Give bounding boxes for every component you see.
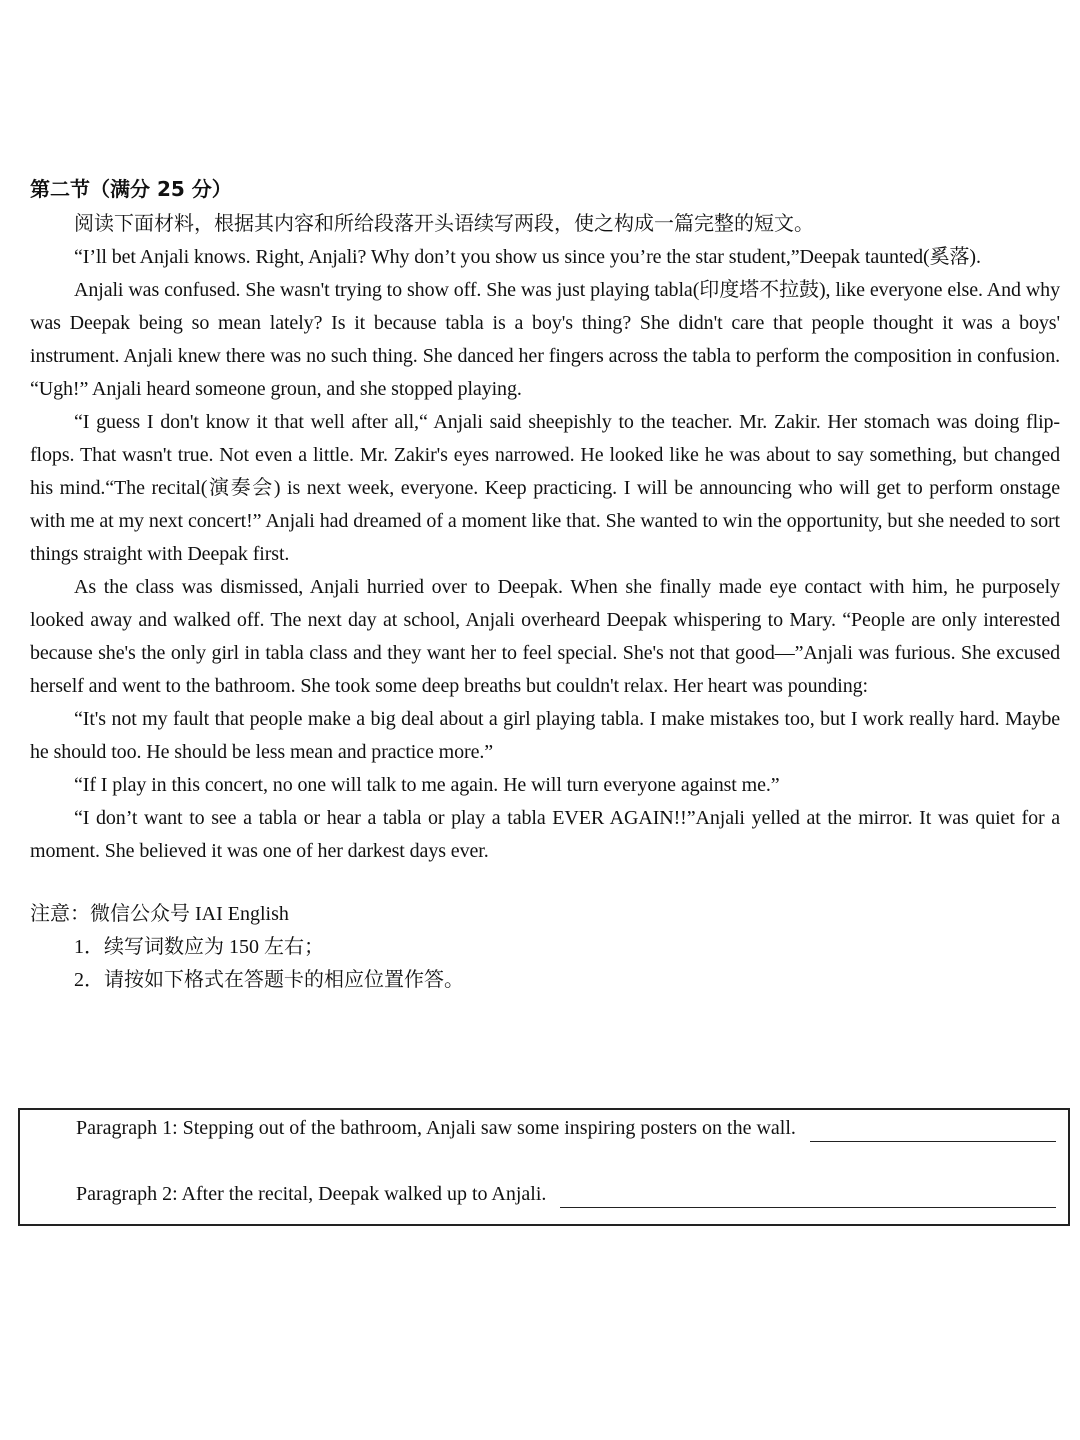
story-paragraph: “I don’t want to see a tabla or hear a tabla or play a tabla EVER AGAIN!!”Anjali yelled at the mirror. It was quiet for a moment. She believed it was one of her darkest days ever. xyxy=(30,807,1060,862)
paragraph-2-blank xyxy=(560,1185,1056,1208)
task-instruction: 阅读下面材料，根据其内容和所给段落开头语续写两段，使之构成一篇完整的短文。 xyxy=(74,213,814,235)
paragraph-2-text: Paragraph 2: After the recital, Deepak walked up to Anjali. xyxy=(76,1183,547,1205)
notes xyxy=(30,898,1060,997)
story-paragraph: As the class was dismissed, Anjali hurried over to Deepak. When she finally made eye contact with him, he purposely looked away and walked off. The next day at school, Anjali overheard Deepak whispering to Mary. “People are only interested because she's the only girl in tabla class and they want her to feel special. She's not that good—”Anjali was furious. She excused herself and went to the bathroom. She took some deep breaths but couldn't relax. Her heart was pounding: xyxy=(30,576,1060,697)
exam-page xyxy=(30,174,1060,997)
story-paragraph: “I’ll bet Anjali knows. Right, Anjali? Why don’t you show us since you’re the star student,”Deepak taunted(奚落). xyxy=(74,246,981,268)
story-paragraph: Anjali was confused. She wasn't trying to show off. She was just playing tabla(印度塔不拉鼓), like everyone else. And why was Deepak being so mean lately? Is it because tabla is a boy's thing? She didn't care that people thought it was a boys' instrument. Anjali knew there was no such thing. She danced her fingers across the tabla to perform the composition in confusion. “Ugh!” Anjali heard someone groun, and she stopped playing. xyxy=(30,279,1060,400)
section-title: 第二节（满分 25 分） xyxy=(30,177,232,201)
story-paragraph: “It's not my fault that people make a big deal about a girl playing tabla. I make mistakes too, but I work really hard. Maybe he should too. He should be less mean and practice more.” xyxy=(30,708,1060,763)
note-item: 1．续写词数应为 150 左右； xyxy=(74,936,324,958)
paragraph-1-blank xyxy=(810,1119,1056,1142)
note-item: 2．请按如下格式在答题卡的相应位置作答。 xyxy=(74,969,464,991)
story-paragraph: “If I play in this concert, no one will talk to me again. He will turn everyone against me.” xyxy=(74,774,780,796)
answer-format-box xyxy=(18,1108,1070,1226)
paragraph-1-prompt xyxy=(76,1114,1056,1142)
story-paragraph: “I guess I don't know it that well after all,“ Anjali said sheepishly to the teacher. Mr. Zakir. Her stomach was doing flip-flops. That wasn't true. Not even a little. Mr. Zakir's eyes narrowed. He looked like he was about to say something, but changed his mind.“The recital(演奏会) is next week, everyone. Keep practicing. I will be announcing who will get to perform onstage with me at my next concert!” Anjali had dreamed of a moment like that. She wanted to win the opportunity, but she needed to sort things straight with Deepak first. xyxy=(30,411,1060,565)
paragraph-2-prompt xyxy=(76,1180,1056,1208)
paragraph-1-text: Paragraph 1: Stepping out of the bathroom, Anjali saw some inspiring posters on the wall. xyxy=(76,1117,796,1139)
notes-heading: 注意：微信公众号 IAI English xyxy=(30,903,289,925)
story-passage xyxy=(30,241,1060,868)
